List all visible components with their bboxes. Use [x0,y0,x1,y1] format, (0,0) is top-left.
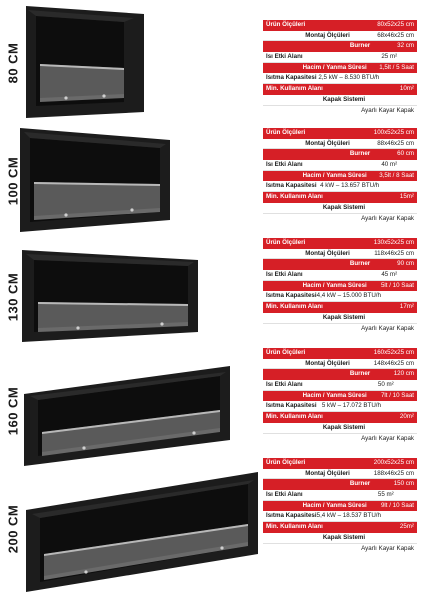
spec-row: Kapak Sistemi Ayarlı Kayar Kapak [263,95,417,106]
spec-row: Min. Kullanım Alanı 20m² [263,412,417,423]
spec-row: Kapak Sistemi Ayarlı Kayar Kapak [263,423,417,434]
spec-row: Kapak Sistemi Ayarlı Kayar Kapak [263,203,417,214]
spec-row: Ürün Ölçüleri 200x52x25 cm [263,458,417,469]
spec-row: Hacim / Yanma Süresi 1,5lt / 5 Saat [263,63,417,74]
spec-row: Isı Etki Alanı 45 m² [263,270,417,281]
spec-row: Isıtma Kapasitesi 4 kW – 13.657 BTU/h [263,181,417,192]
spec-table [263,128,417,224]
spec-row: Burner 150 cm [263,479,417,490]
size-label: 80 CM [5,42,21,83]
spec-row: Burner 60 cm [263,149,417,160]
size-label: 100 CM [5,156,21,205]
spec-row: Hacim / Yanma Süresi 3,5lt / 8 Saat [263,171,417,182]
fireplace-image [24,366,230,466]
product-130cm [0,238,424,355]
fireplace-image [26,6,144,118]
spec-row: Hacim / Yanma Süresi 7lt / 10 Saat [263,391,417,402]
spec-row: Ürün Ölçüleri 100x52x25 cm [263,128,417,139]
spec-row: Kapak Sistemi Ayarlı Kayar Kapak [263,533,417,544]
product-100cm [0,122,424,239]
spec-row: Montaj Ölçüleri 118x46x25 cm [263,249,417,260]
spec-row: Hacim / Yanma Süresi 5lt / 10 Saat [263,281,417,292]
spec-row: Ürün Ölçüleri 160x52x25 cm [263,348,417,359]
product-160cm [0,349,424,469]
spec-row: Montaj Ölçüleri 148x46x25 cm [263,359,417,370]
spec-row: Min. Kullanım Alanı 17m² [263,302,417,313]
fireplace-image [26,472,258,592]
spec-row: Burner 32 cm [263,41,417,52]
product-200cm [0,459,424,587]
spec-table [263,20,417,116]
spec-row: Montaj Ölçüleri 188x46x25 cm [263,469,417,480]
spec-row: Burner 120 cm [263,369,417,380]
spec-table [263,458,417,554]
spec-row: Min. Kullanım Alanı 10m² [263,84,417,95]
spec-row: Min. Kullanım Alanı 25m² [263,522,417,533]
fireplace-image [20,128,170,232]
spec-row: Isıtma Kapasitesi 2,5 kW – 8.530 BTU/h [263,73,417,84]
fireplace-image [22,250,198,342]
spec-row: Montaj Ölçüleri 68x46x25 cm [263,31,417,42]
spec-row: Isı Etki Alanı 40 m² [263,160,417,171]
spec-table [263,348,417,444]
spec-row: Montaj Ölçüleri 88x46x25 cm [263,139,417,150]
spec-table [263,238,417,334]
spec-row: Ürün Ölçüleri 80x52x25 cm [263,20,417,31]
size-label: 200 CM [5,504,21,553]
size-label: 160 CM [5,386,21,435]
spec-row: Ürün Ölçüleri 130x52x25 cm [263,238,417,249]
spec-row: Isıtma Kapasitesi 4,4 kW – 15.000 BTU/h [263,291,417,302]
spec-row: Isı Etki Alanı 25 m² [263,52,417,63]
spec-row: Isıtma Kapasitesi 5 kW – 17.072 BTU/h [263,401,417,412]
spec-row: Burner 90 cm [263,259,417,270]
spec-row: Isı Etki Alanı 55 m² [263,490,417,501]
size-label: 130 CM [5,272,21,321]
spec-row: Isıtma Kapasitesi 5,4 kW – 18.537 BTU/h [263,511,417,522]
spec-row: Min. Kullanım Alanı 15m² [263,192,417,203]
spec-row: Isı Etki Alanı 50 m² [263,380,417,391]
spec-row: Hacim / Yanma Süresi 9lt / 10 Saat [263,501,417,512]
product-80cm [0,4,424,121]
spec-row: Kapak Sistemi Ayarlı Kayar Kapak [263,313,417,324]
